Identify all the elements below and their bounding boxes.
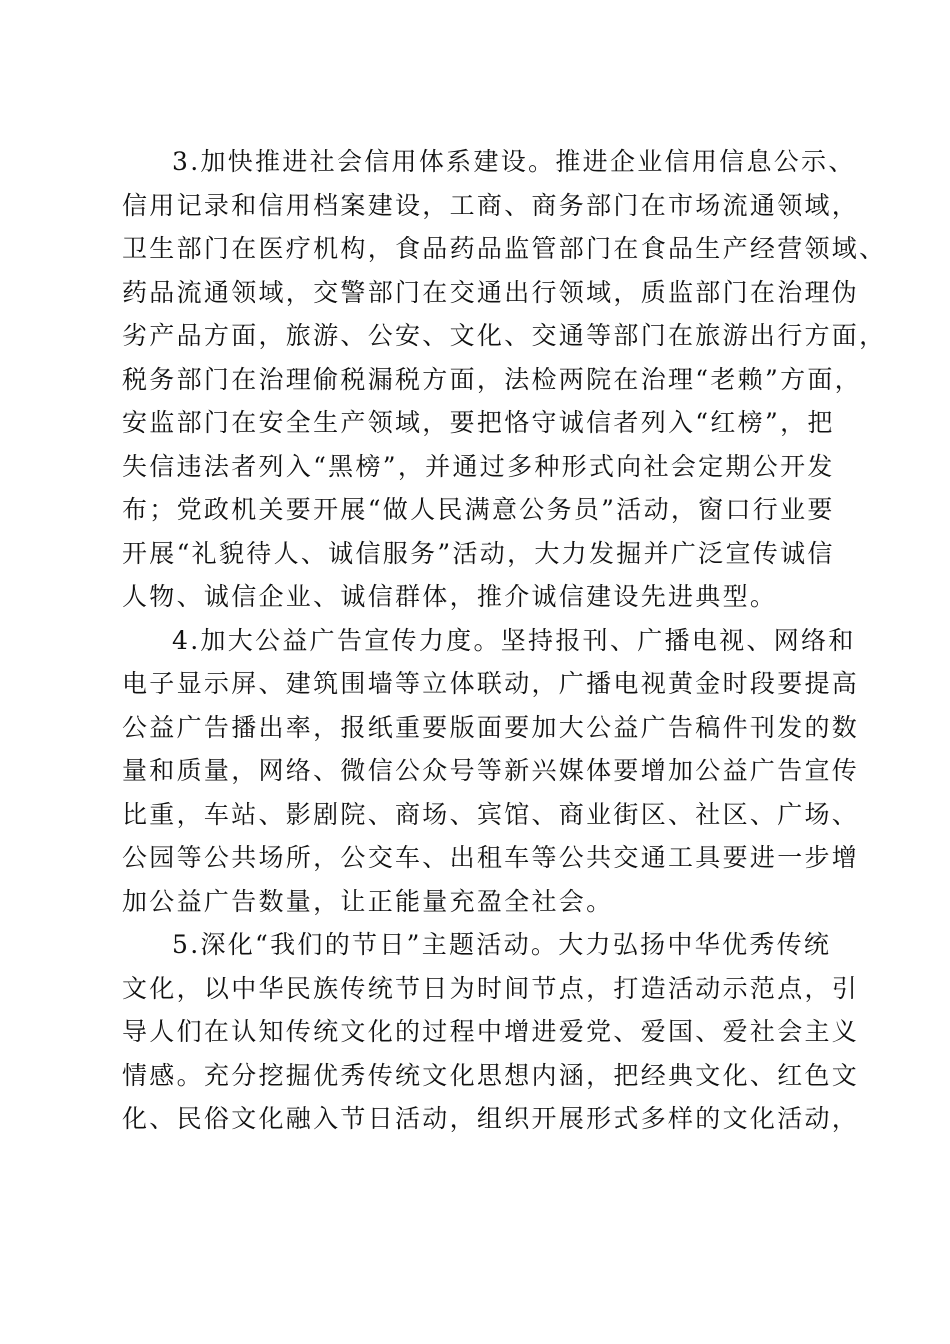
text-line: 公益广告播出率，报纸重要版面要加大公益广告稿件刊发的数 <box>122 712 860 742</box>
text-line: 信用记录和信用档案建设，工商、商务部门在市场流通领域， <box>122 190 860 220</box>
text-line: 文化，以中华民族传统节日为时间节点，打造活动示范点，引 <box>122 973 860 1003</box>
text-line: 4.加大公益广告宣传力度。坚持报刊、广播电视、网络和 <box>172 625 856 655</box>
document-body <box>122 140 887 1141</box>
paragraph-our-festivals <box>122 923 860 1141</box>
text-line: 公园等公共场所，公交车、出租车等公共交通工具要进一步增 <box>122 843 860 872</box>
paragraph-credit-system <box>122 140 887 619</box>
text-line: 导人们在认知传统文化的过程中增进爱党、爱国、爱社会主义 <box>122 1017 860 1046</box>
text-line: 比重，车站、影剧院、商场、宾馆、商业街区、社区、广场、 <box>122 799 860 829</box>
text-line: 3.加快推进社会信用体系建设。推进企业信用信息公示、 <box>172 147 856 176</box>
paragraph-public-ads <box>122 619 860 924</box>
text-line: 5.深化“我们的节日”主题活动。大力弘扬中华优秀传统 <box>172 930 832 959</box>
text-line: 布；党政机关要开展“做人民满意公务员”活动，窗口行业要 <box>122 495 835 524</box>
text-line: 化、民俗文化融入节日活动，组织开展形式多样的文化活动， <box>122 1104 860 1133</box>
text-line: 量和质量，网络、微信公众号等新兴媒体要增加公益广告宣传 <box>122 756 860 785</box>
text-line: 加公益广告数量，让正能量充盈全社会。 <box>122 886 614 916</box>
text-line: 人物、诚信企业、诚信群体，推介诚信建设先进典型。 <box>122 582 778 611</box>
text-line: 开展“礼貌待人、诚信服务”活动，大力发掘并广泛宣传诚信 <box>122 538 835 568</box>
text-line: 劣产品方面，旅游、公安、文化、交通等部门在旅游出行方面， <box>122 321 887 350</box>
text-line: 电子显示屏、建筑围墙等立体联动，广播电视黄金时段要提高 <box>122 669 860 698</box>
text-line: 情感。充分挖掘优秀传统文化思想内涵，把经典文化、红色文 <box>122 1060 860 1090</box>
text-line: 药品流通领域，交警部门在交通出行领域，质监部门在治理伪 <box>122 277 860 307</box>
text-line: 失信违法者列入“黑榜”，并通过多种形式向社会定期公开发 <box>122 451 835 481</box>
text-line: 税务部门在治理偷税漏税方面，法检两院在治理“老赖”方面， <box>122 364 862 394</box>
text-line: 安监部门在安全生产领域，要把恪守诚信者列入“红榜”，把 <box>122 408 835 437</box>
text-line: 卫生部门在医疗机构，食品药品监管部门在食品生产经营领域、 <box>122 234 887 263</box>
